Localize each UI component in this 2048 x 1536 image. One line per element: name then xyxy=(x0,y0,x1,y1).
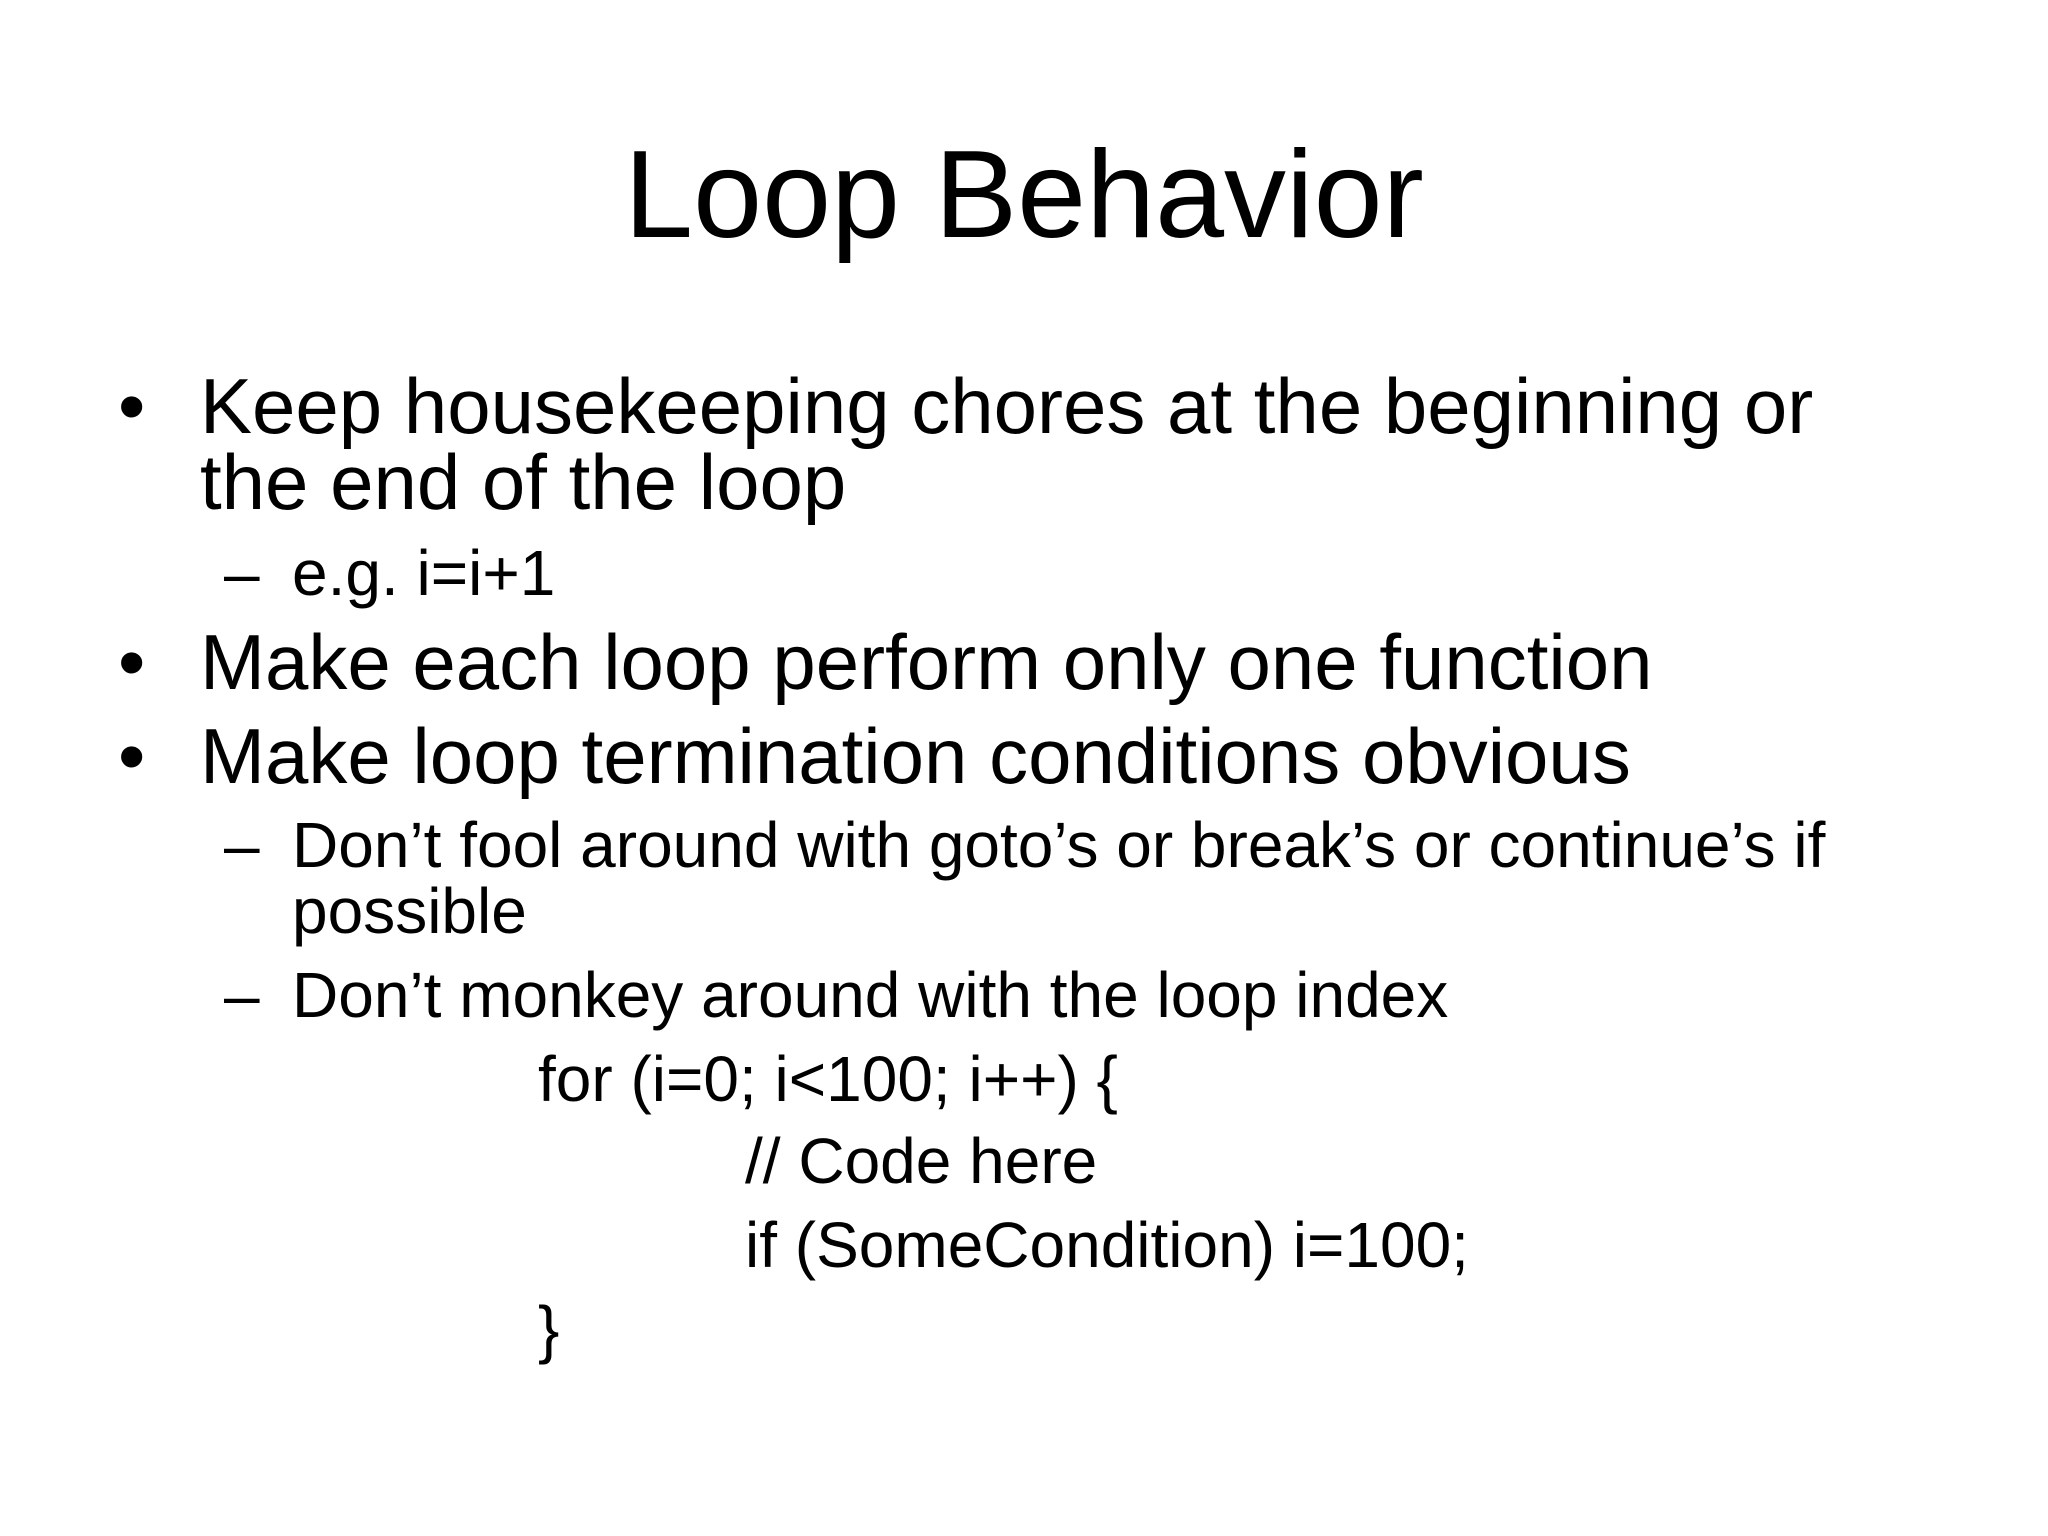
bullet-text: Make loop termination conditions obvious xyxy=(200,712,1631,800)
sub-bullet-item xyxy=(224,537,1952,609)
sub-bullet-marker: – xyxy=(224,809,260,881)
bullet-marker: • xyxy=(118,618,146,706)
code-line: // Code here xyxy=(745,1125,1098,1197)
sub-bullet-item xyxy=(224,809,1952,947)
code-line: if (SomeCondition) i=100; xyxy=(745,1209,1469,1281)
sub-bullet-marker: – xyxy=(224,959,260,1031)
sub-bullet-text: Don’t monkey around with the loop index xyxy=(292,959,1449,1031)
bullet-item xyxy=(118,712,1920,800)
bullet-text: Make each loop perform only one function xyxy=(200,618,1653,706)
sub-bullet-marker: – xyxy=(224,537,260,609)
sub-bullet-item xyxy=(224,959,1952,1031)
bullet-text: Keep housekeeping chores at the beginning or the end of the loop xyxy=(200,362,1814,526)
bullet-marker: • xyxy=(118,712,146,800)
code-line: } xyxy=(538,1293,560,1365)
bullet-item xyxy=(118,362,1920,526)
bullet-item xyxy=(118,618,1920,706)
sub-bullet-text: Don’t fool around with goto’s or break’s or continue’s if possible xyxy=(292,809,1826,947)
sub-bullet-text: e.g. i=i+1 xyxy=(292,537,556,609)
bullet-marker: • xyxy=(118,362,146,450)
code-line: for (i=0; i<100; i++) { xyxy=(538,1043,1118,1115)
slide-title: Loop Behavior xyxy=(624,126,1424,264)
